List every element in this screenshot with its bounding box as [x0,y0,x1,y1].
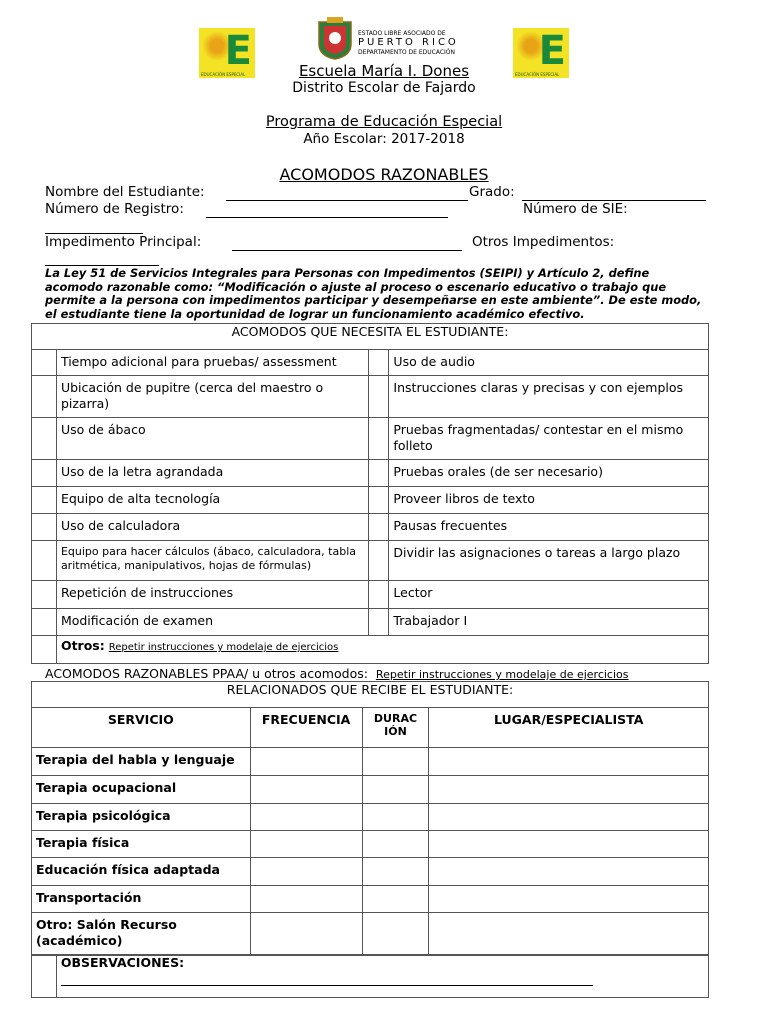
table-row [32,460,709,487]
accommodation-checkbox[interactable] [32,460,57,487]
seal-line-3: DEPARTAMENTO DE EDUCACIÓN [358,49,456,56]
column-duracion: DURACIÓN [362,708,429,748]
table-row [32,418,709,460]
ppaa-value: Repetir instrucciones y modelaje de ejercicios [375,668,629,681]
accommodations-body [32,324,709,664]
service-frequency[interactable] [250,748,362,776]
seal-line-1: ESTADO LIBRE ASOCIADO DE [358,30,446,37]
others-checkbox[interactable] [32,636,57,664]
observations-label: OBSERVACIONES: [60,955,185,970]
table-row [32,804,709,831]
table-row [32,886,709,913]
accommodation-checkbox[interactable] [369,541,389,581]
logo-caption: EDUCACIÓN ESPECIAL [515,72,560,77]
accommodation-checkbox[interactable] [369,581,389,609]
service-name: Terapia física [32,831,251,858]
others-cell[interactable] [56,636,708,664]
service-duration[interactable] [362,776,429,804]
service-frequency[interactable] [250,804,362,831]
district-name: Distrito Escolar de Fajardo [292,80,476,96]
service-frequency[interactable] [250,831,362,858]
accommodation-label: Uso de audio [389,350,709,376]
main-impediment-field[interactable] [232,250,462,251]
service-name: Otro: Salón Recurso (académico) [32,913,251,956]
observations-line [61,985,593,986]
accommodation-checkbox[interactable] [32,514,57,541]
accommodation-label: Equipo de alta tecnología [56,487,369,514]
table-row [32,487,709,514]
accommodation-label: Repetición de instrucciones [56,581,369,609]
other-impediments-label: Otros Impedimentos: [472,234,615,250]
registry-label: Número de Registro: [45,201,184,217]
law-text: La Ley 51 de Servicios Integrales para Personas con Impedimentos (SEIPI) y Artículo 2, define acomodo razonable como: “Modificación o ajuste al proceso o escenario educativo o trabajo que permite a la persona con impedimentos participar y desempeñarse en este ambiente”. De este modo, el estudiante tiene la oportunidad de lograr un funcionamiento académico efectivo. [45,266,702,321]
service-location[interactable] [429,858,709,886]
column-servicio: SERVICIO [32,708,251,748]
accommodation-checkbox[interactable] [369,487,389,514]
accommodation-checkbox[interactable] [369,460,389,487]
services-table [31,681,709,956]
accommodation-label: Tiempo adicional para pruebas/ assessment [56,350,369,376]
observations-table [31,954,709,998]
accommodation-label: Modificación de examen [56,609,369,636]
service-location[interactable] [429,886,709,913]
service-duration[interactable] [362,886,429,913]
accommodation-checkbox[interactable] [369,350,389,376]
school-year: Año Escolar: 2017-2018 [303,131,465,147]
logo-letter: E [224,28,252,74]
accommodation-checkbox[interactable] [32,541,57,581]
main-impediment-label: Impedimento Principal: [45,234,202,250]
services-body [32,682,709,956]
service-frequency[interactable] [250,913,362,956]
student-name-field[interactable] [226,200,468,201]
column-lugar: LUGAR/ESPECIALISTA [429,708,709,748]
accommodation-label: Pausas frecuentes [389,514,709,541]
service-name: Terapia del habla y lenguaje [32,748,251,776]
service-frequency[interactable] [250,776,362,804]
service-location[interactable] [429,913,709,956]
accommodation-label: Equipo para hacer cálculos (ábaco, calculadora, tabla aritmética, manipulativos, hojas de fórmulas) [56,541,369,581]
table-row [32,748,709,776]
table-row [32,581,709,609]
table-row [32,609,709,636]
sie-label: Número de SIE: [523,201,628,217]
table-row [32,376,709,418]
seal-line-2: PUERTO RICO [358,37,459,48]
accommodation-checkbox[interactable] [32,609,57,636]
others-label: Otros: [60,638,105,653]
service-duration[interactable] [362,913,429,956]
table-row [32,831,709,858]
service-location[interactable] [429,748,709,776]
services-header: RELACIONADOS QUE RECIBE EL ESTUDIANTE: [32,682,709,708]
seal-icon [317,16,353,60]
accommodation-checkbox[interactable] [32,418,57,460]
column-frecuencia: FRECUENCIA [250,708,362,748]
service-frequency[interactable] [250,858,362,886]
service-frequency[interactable] [250,886,362,913]
ppaa-line [45,666,629,682]
table-row [32,541,709,581]
accommodation-checkbox[interactable] [32,376,57,418]
accommodation-label: Uso de la letra agrandada [56,460,369,487]
table-row [32,514,709,541]
ppaa-label: ACOMODOS RAZONABLES PPAA/ u otros acomodos: [45,666,368,681]
others-row [32,636,709,664]
accommodation-checkbox[interactable] [369,514,389,541]
service-name: Terapia ocupacional [32,776,251,804]
service-duration[interactable] [362,748,429,776]
service-duration[interactable] [362,831,429,858]
registry-field[interactable] [206,217,448,218]
service-location[interactable] [429,804,709,831]
observations-cell[interactable] [56,955,708,998]
accommodations-table [31,323,709,664]
program-name: Programa de Educación Especial [265,114,503,130]
accommodation-label: Proveer libros de texto [389,487,709,514]
service-location[interactable] [429,831,709,858]
page-title: ACOMODOS RAZONABLES [279,165,489,184]
accommodation-label: Instrucciones claras y precisas y con ejemplos [389,376,709,418]
accommodation-label: Pruebas orales (de ser necesario) [389,460,709,487]
service-name: Terapia psicológica [32,804,251,831]
others-value: Repetir instrucciones y modelaje de ejercicios [108,642,339,653]
table-row [32,913,709,956]
school-name: Escuela María I. Dones [298,62,470,80]
accommodation-checkbox[interactable] [32,581,57,609]
accommodation-label: Uso de calculadora [56,514,369,541]
observations-checkbox[interactable] [32,955,57,998]
accommodation-label: Ubicación de pupitre (cerca del maestro o pizarra) [56,376,369,418]
accommodation-label: Pruebas fragmentadas/ contestar en el mismo folleto [389,418,709,460]
accommodation-checkbox[interactable] [369,376,389,418]
service-duration[interactable] [362,804,429,831]
accommodation-label: Trabajador I [389,609,709,636]
student-name-label: Nombre del Estudiante: [45,184,205,200]
service-name: Educación física adaptada [32,858,251,886]
accommodations-header: ACOMODOS QUE NECESITA EL ESTUDIANTE: [32,324,709,350]
table-row [32,776,709,804]
logo-letter: E [538,28,566,74]
table-row [32,350,709,376]
table-row [32,858,709,886]
accommodation-checkbox[interactable] [32,350,57,376]
accommodation-checkbox[interactable] [369,609,389,636]
service-duration[interactable] [362,858,429,886]
accommodation-label: Lector [389,581,709,609]
accommodation-checkbox[interactable] [32,487,57,514]
seal-text [358,30,459,56]
accommodation-label: Uso de ábaco [56,418,369,460]
logo-caption: EDUCACIÓN ESPECIAL [201,72,246,77]
grade-label: Grado: [469,184,515,200]
accommodation-checkbox[interactable] [369,418,389,460]
services-column-headers [32,708,709,748]
service-location[interactable] [429,776,709,804]
accommodation-label: Dividir las asignaciones o tareas a largo plazo [389,541,709,581]
service-name: Transportación [32,886,251,913]
